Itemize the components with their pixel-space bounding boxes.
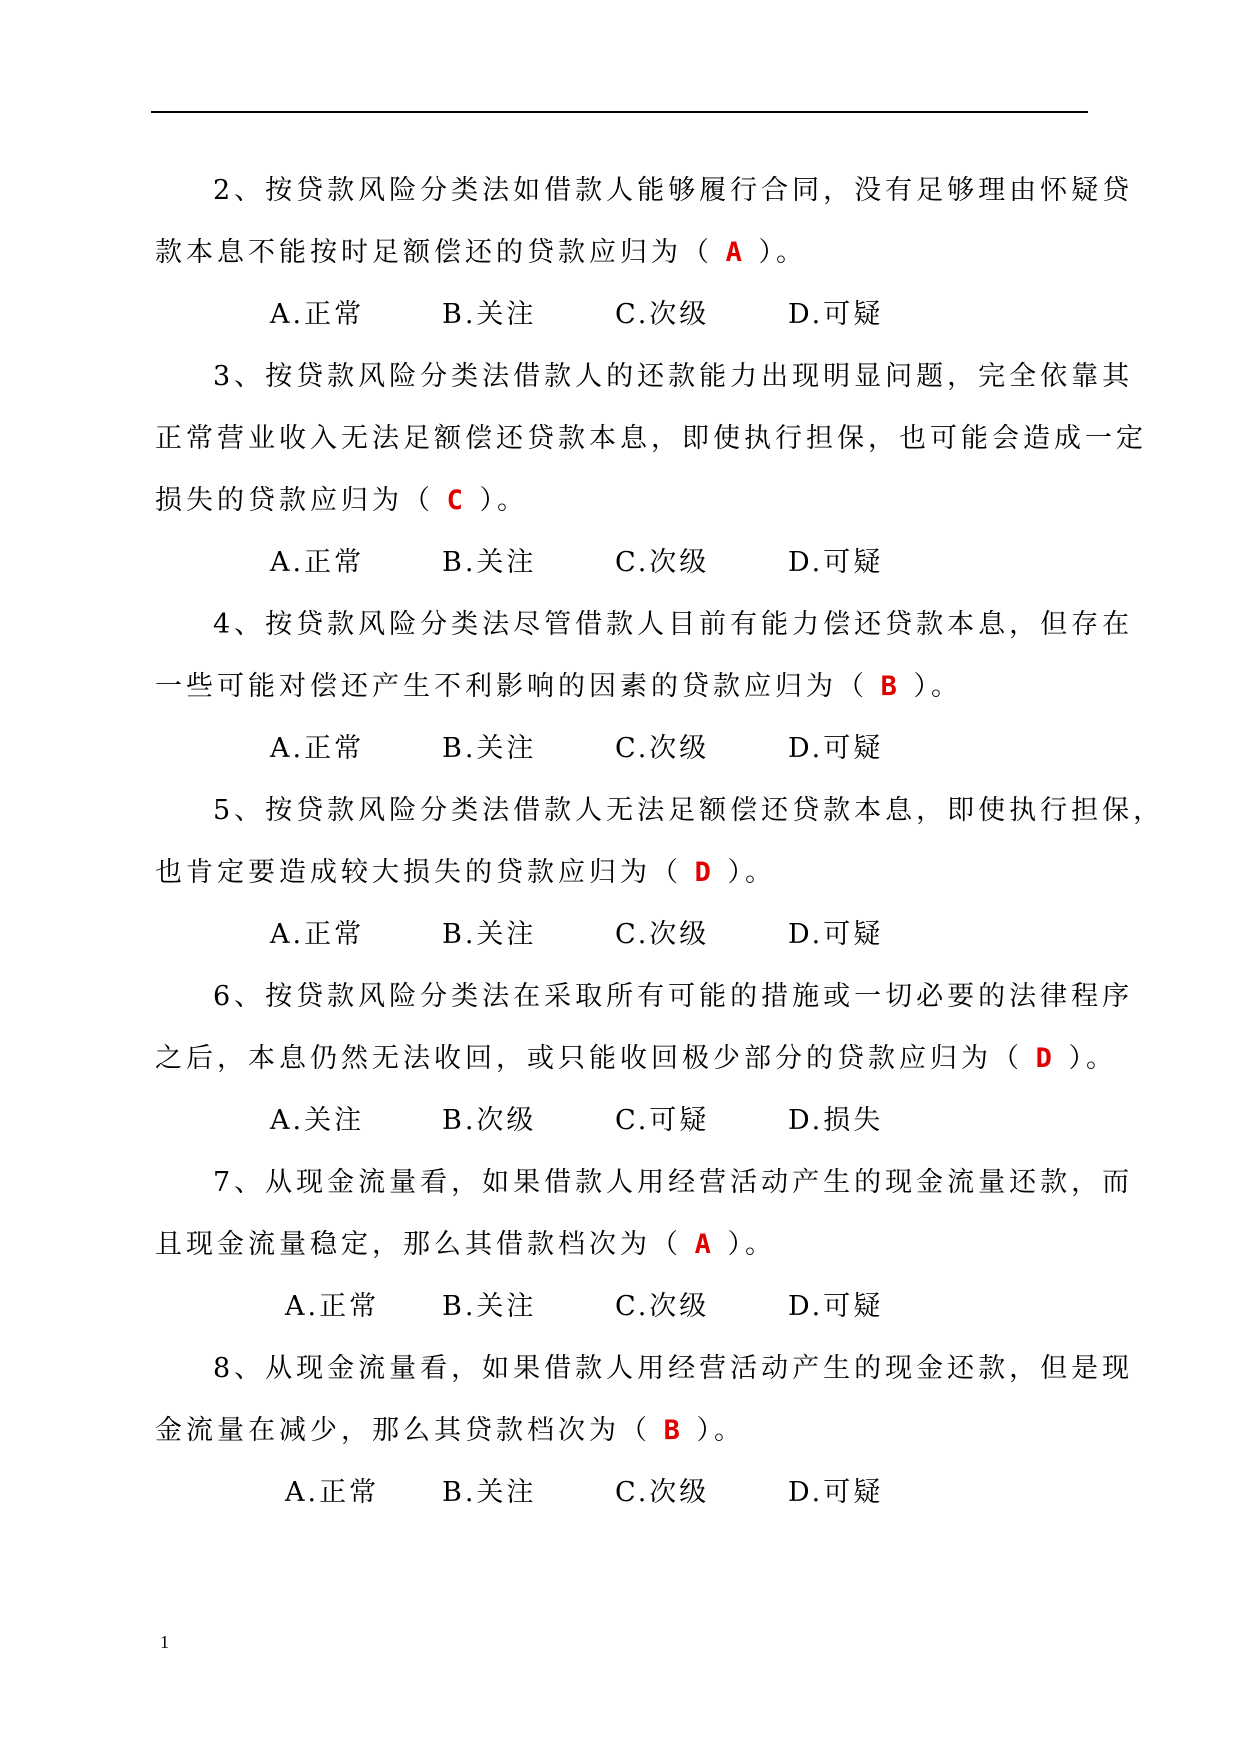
question-text-last: 之后，本息仍然无法收回，或只能收回极少部分的贷款应归为（ D ）。: [155, 1043, 1117, 1074]
answer-mark: C: [446, 485, 467, 516]
answer-mark: D: [1035, 1043, 1056, 1074]
question-text-mid: 正常营业收入无法足额偿还贷款本息，即使执行担保，也可能会造成一定: [155, 423, 1147, 454]
page-number: 1: [160, 1632, 169, 1652]
option-b: B.关注: [442, 299, 537, 330]
question-6: [155, 966, 1134, 1152]
option-b: B.次级: [442, 1105, 537, 1136]
option-a: A.正常: [270, 299, 365, 330]
question-text-last: 金流量在减少，那么其贷款档次为（ B ）。: [155, 1415, 745, 1446]
option-c: C.次级: [615, 733, 710, 764]
option-d: D.损失: [788, 1105, 884, 1136]
options-row: [155, 718, 1085, 780]
option-a: A.正常: [285, 1291, 380, 1322]
options-row: [155, 1090, 1085, 1152]
option-b: B.关注: [442, 1477, 537, 1508]
option-b: B.关注: [442, 919, 537, 950]
option-a: A.正常: [270, 547, 365, 578]
question-text: 3、按贷款风险分类法借款人的还款能力出现明显问题，完全依靠其: [213, 361, 1134, 392]
option-a: A.正常: [285, 1477, 380, 1508]
question-7: [155, 1152, 1134, 1338]
answer-mark: A: [725, 237, 746, 268]
question-text-last: 款本息不能按时足额偿还的贷款应归为（ A ）。: [155, 237, 807, 268]
question-text-last: 一些可能对偿还产生不利影响的因素的贷款应归为（ B ）。: [155, 671, 962, 702]
question-4: [155, 594, 1134, 780]
question-text-last: 也肯定要造成较大损失的贷款应归为（ D ）。: [155, 857, 776, 888]
option-d: D.可疑: [788, 1477, 884, 1508]
question-text: 8、从现金流量看，如果借款人用经营活动产生的现金还款，但是现: [213, 1353, 1134, 1384]
options-row: [155, 284, 1085, 346]
options-row: [155, 1276, 1085, 1338]
question-text: 7、从现金流量看，如果借款人用经营活动产生的现金流量还款，而: [213, 1167, 1134, 1198]
question-5: [155, 780, 1165, 966]
header-rule: [151, 111, 1088, 113]
options-row: [155, 1462, 1085, 1524]
option-d: D.可疑: [788, 919, 884, 950]
option-d: D.可疑: [788, 733, 884, 764]
answer-mark: B: [880, 671, 901, 702]
option-b: B.关注: [442, 1291, 537, 1322]
option-a: A.关注: [270, 1105, 365, 1136]
question-text: 5、按贷款风险分类法借款人无法足额偿还贷款本息，即使执行担保，: [213, 795, 1165, 826]
option-c: C.次级: [615, 919, 710, 950]
answer-mark: A: [694, 1229, 715, 1260]
option-c: C.次级: [615, 547, 710, 578]
option-c: C.次级: [615, 1477, 710, 1508]
question-text-last: 且现金流量稳定，那么其借款档次为（ A ）。: [155, 1229, 776, 1260]
option-d: D.可疑: [788, 547, 884, 578]
option-d: D.可疑: [788, 1291, 884, 1322]
option-a: A.正常: [270, 733, 365, 764]
question-3: [155, 346, 1147, 594]
option-a: A.正常: [270, 919, 365, 950]
question-text: 6、按贷款风险分类法在采取所有可能的措施或一切必要的法律程序: [213, 981, 1134, 1012]
answer-mark: B: [663, 1415, 684, 1446]
question-8: [155, 1338, 1134, 1524]
question-text: 2、按贷款风险分类法如借款人能够履行合同，没有足够理由怀疑贷: [213, 175, 1134, 206]
option-c: C.次级: [615, 1291, 710, 1322]
options-row: [155, 532, 1085, 594]
option-c: C.次级: [615, 299, 710, 330]
answer-mark: D: [694, 857, 715, 888]
question-2: [155, 160, 1134, 346]
question-text-last: 损失的贷款应归为（ C ）。: [155, 485, 528, 516]
option-c: C.可疑: [615, 1105, 710, 1136]
question-list: [155, 160, 1165, 1524]
option-d: D.可疑: [788, 299, 884, 330]
option-b: B.关注: [442, 547, 537, 578]
question-text: 4、按贷款风险分类法尽管借款人目前有能力偿还贷款本息，但存在: [213, 609, 1134, 640]
option-b: B.关注: [442, 733, 537, 764]
options-row: [155, 904, 1085, 966]
